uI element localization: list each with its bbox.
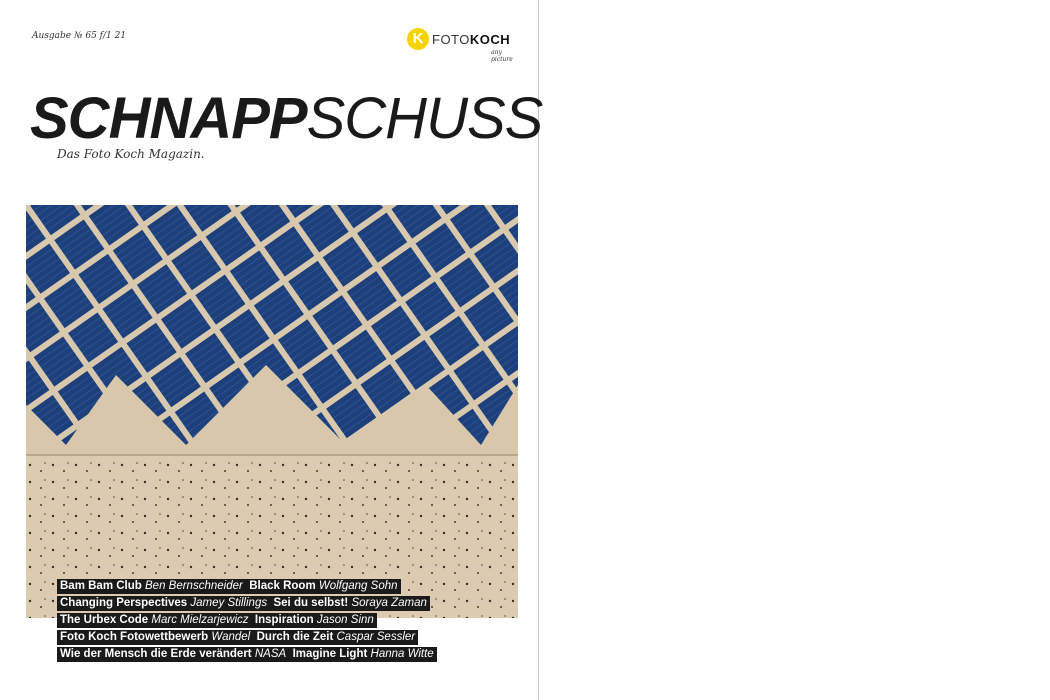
toc-title: Inspiration: [254, 614, 314, 626]
toc-author: Ben Bernschneider: [145, 580, 243, 592]
toc-title: Foto Koch Fotowettbewerb: [60, 631, 209, 643]
toc-line: [57, 576, 437, 591]
issue-number: Ausgabe № 65 f/1 21: [32, 31, 127, 41]
toc-line: [57, 610, 437, 625]
foto-koch-logo: [407, 28, 517, 63]
title-light: SCHUSS: [306, 86, 543, 151]
logo-k-icon: K: [407, 28, 429, 50]
toc-author: Wandel: [211, 631, 251, 643]
toc-title: Changing Perspectives: [60, 597, 188, 609]
toc-title: Black Room: [249, 580, 316, 592]
logo-text-light: FOTO: [432, 32, 470, 47]
toc-title: Sei du selbst!: [273, 597, 349, 609]
title-bold: SCHNAPP: [30, 86, 307, 151]
toc-title: Imagine Light: [292, 648, 368, 660]
toc-author: Jason Sinn: [316, 614, 374, 626]
logo-text: [432, 32, 510, 47]
toc-author: Soraya Zaman: [351, 597, 427, 609]
toc-title: The Urbex Code: [60, 614, 149, 626]
logo-tagline: any picture: [491, 49, 513, 63]
toc-line: [57, 593, 437, 608]
toc-title: Wie der Mensch die Erde verändert: [60, 648, 252, 660]
toc-author: Hanna Witte: [370, 648, 434, 660]
toc-author: NASA: [254, 648, 287, 660]
magazine-title: [30, 84, 542, 154]
magazine-subtitle: Das Foto Koch Magazin.: [57, 147, 205, 161]
logo-text-bold: KOCH: [469, 32, 511, 47]
toc-title: Durch die Zeit: [256, 631, 334, 643]
toc-title: Bam Bam Club: [60, 580, 142, 592]
toc-line: [57, 627, 437, 642]
toc-author: Caspar Sessler: [336, 631, 416, 643]
toc-author: Jamey Stillings: [190, 597, 268, 609]
toc-line: [57, 644, 437, 659]
toc-author: Wolfgang Sohn: [318, 580, 398, 592]
cover-photo-solar-field: [26, 205, 518, 618]
toc-author: Marc Mielzarjewicz: [151, 614, 249, 626]
table-of-contents: [57, 576, 437, 661]
